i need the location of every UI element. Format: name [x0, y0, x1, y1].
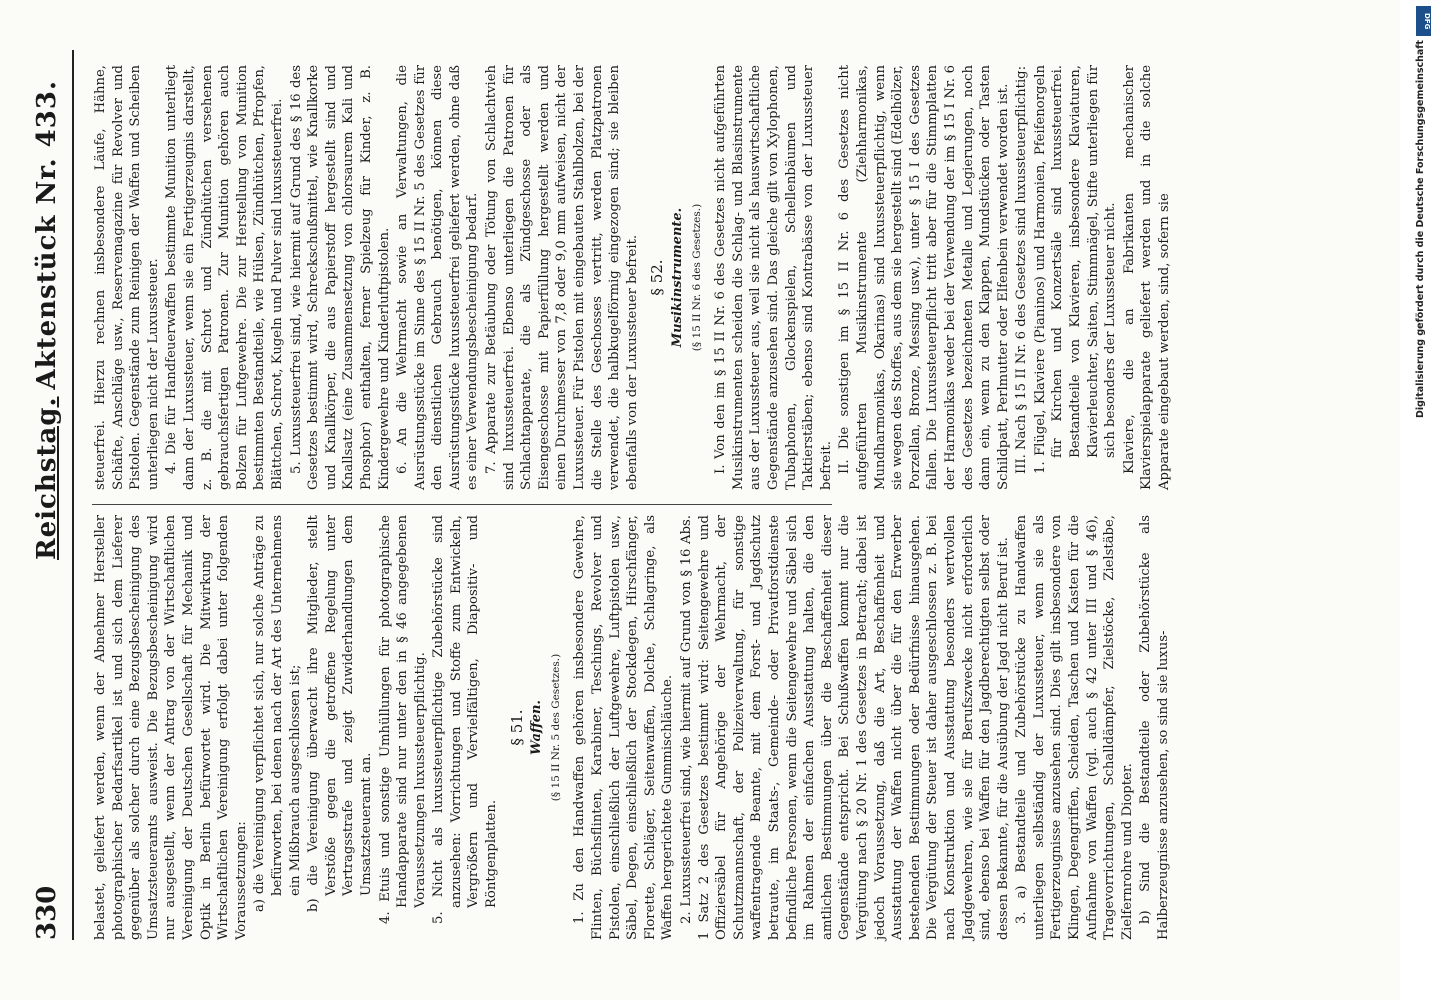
- right-column: [92, 65, 1175, 490]
- paragraph: 6. An die Wehrmacht sowie an Verwaltungen, die Ausrüstungsstücke im Sinne des § 15 II Nr. 5 des Gesetzes für den dienstlichen Gebrauch benötigen, können diese Ausrüstungsstücke luxussteuerfrei geliefert werden, ohne daß es einer Verwendungsbescheinigung bedarf.: [395, 65, 481, 490]
- paragraph: I. Von den im § 15 II Nr. 6 des Gesetzes nicht aufgeführten Musikinstrumenten scheiden die Schlag- und Blasinstrumente aus der Luxussteuer aus, weil sie nicht als hauswirtschaftliche Gegenstände anzusehen sind. Das gleiche gilt von Xylophonen, Tubaphonen, Glockenspielen, Schellenbäumen und Taktierstäben; ebenso sind Kontrabässe von der Luxussteuer befreit.: [713, 65, 834, 490]
- section-number: § 52.: [648, 259, 667, 296]
- section-reference: (§ 15 II Nr. 6 des Gesetzes.): [690, 203, 703, 352]
- digitization-credit-bar: [1414, 0, 1434, 1000]
- paragraph: 4. Etuis und sonstige Umhüllungen für photographische Handapparate sind nur unter den in § 46 angegebenen Voraussetzungen luxussteuerpflichtig.: [377, 515, 428, 924]
- dfg-logo: DFG: [1416, 6, 1431, 36]
- paragraph: 5. Luxussteuerfrei sind, wie hiermit auf Grund des § 16 des Gesetzes bestimmt wird, Schreckschußmittel, wie Knallkorke und Knallkörper, die aus Papierstoff hergestellt sind und Knallsatz (eine Zusammensetzung von chlorsaurem Kali und Phosphor) enthalten, ferner Spielzeug für Kinder, z. B. Kindergewehre und Kinderluftpistolen.: [288, 65, 392, 490]
- section-number: § 51.: [507, 709, 526, 746]
- section-heading: Musikinstrumente.: [670, 207, 685, 348]
- paragraph: Klaviere, die an Fabrikanten mechanischer Klavierspielapparate geliefert werden und in die solche Apparate eingebaut werden, sind, sofern sie: [1121, 65, 1173, 490]
- paragraph: b) Sind die Bestandteile oder Zubehörstücke als Halberzeugnisse anzusehen, so sind sie luxus-: [1138, 515, 1172, 940]
- section-reference: (§ 15 II Nr. 5 des Gesetzes.): [549, 653, 562, 802]
- paragraph: belastet, geliefert werden, wenn der Abnehmer Hersteller photographischer Bedarfsartikel ist und sich dem Lieferer gegenüber als solcher durch eine Bezugsbescheinigung des Umsatzsteueramts ausweist. Die Bezugsbescheinigung wird nur ausgestellt, wenn der Antrag von der Wirtschaftlichen Vereinigung der Deutschen Gesellschaft für Mechanik und Optik in Berlin befürwortet wird. Die Mitwirkung der Wirtschaftlichen Vereinigung erfolgt dabei unter folgenden Voraussetzungen:: [93, 515, 249, 940]
- document-reference: Aktenstück Nr. 433.: [32, 80, 62, 390]
- digitization-credit: Digitalisierung gefördert durch die Deutsche Forschungsgemeinschaft: [1415, 40, 1426, 418]
- list-item: 1. Flügel, Klaviere (Pianinos) und Harmonien, Pfeifenorgeln für Kirchen und Konzertsäle sind luxussteuerfrei. Bestandteile von Klavieren, insbesondere Klaviaturen, Klavierleuchter, Saiten, Stimmnägel, Stifte unterliegen für sich besonders der Luxussteuer nicht.: [1032, 65, 1119, 474]
- column-divider: [92, 504, 832, 505]
- paragraph: steuerfrei. Hierzu rechnen insbesondere Läufe, Hähne, Schäfte, Anschläge usw., Reservemagazine für Revolver und Pistolen. Gegenstände zum Reinigen der Waffen und Scheiben unterliegen nicht der Luxussteuer.: [93, 65, 161, 490]
- paragraph: 3. a) Bestandteile und Zubehörstücke zu Handwaffen unterliegen selbständig der Luxussteuer, wenn sie als Fertigerzeugnisse anzusehen sind. Dies gilt insbesondere von Klingen, Degengriffen, Scheiden, Taschen und Kasten für die Aufnahme von Waffen (vgl. auch § 42 unter III und § 46), Tragevorrichtungen, Schalldämpfer, Zielstöcke, Zielstäbe, Zielfernrohre und Diopter.: [1014, 515, 1135, 940]
- paragraph: III. Nach § 15 II Nr. 6 des Gesetzes sind luxussteuerpflichtig:: [1014, 65, 1030, 474]
- paragraph: 7. Apparate zur Betäubung oder Tötung von Schlachtvieh sind luxussteuerfrei. Ebenso unterliegen die Patronen für Schlachtapparate, die als Zündgeschosse oder als Eisengeschosse mit Papierfüllung hergestellt werden und einen Durchmesser von 7,8 oder 9,0 mm aufweisen, nicht der Luxussteuer. Für Pistolen mit eingebauten Stahlbolzen, bei der die Stelle des Geschosses vertritt, werden Platzpatronen verwendet, die halbkugelförmig eingezogen sind; sie bleiben ebenfalls von der Luxussteuer befreit.: [484, 65, 640, 490]
- left-column: [92, 515, 1174, 940]
- paragraph: 2. Luxussteuerfrei sind, wie hiermit auf Grund von § 16 Abs. 1 Satz 2 des Gesetzes bestimmt wird: Seitengewehre und Offiziersäbel für Angehörige der Wehrmacht, der Schutzmannschaft, der Polizeiverwaltung, für sonstige waffentragende Beamte, mit dem Forst- und Jagdschutz betraute, im Staats-, Gemeinde- oder Privatforstdienste befindliche Personen, wenn die Seitengewehre und Säbel sich im Rahmen der einfachen Ausstattung halten, die den amtlichen Bestimmungen über die Beschaffenheit dieser Gegenstände entspricht. Bei Schußwaffen kommt nur die Vergütung nach § 20 Nr. 1 des Gesetzes in Betracht; dabei ist jedoch Voraussetzung, daß die Art, Beschaffenheit und Ausstattung der Waffen nicht über die für den Erwerber bestehenden Bestimmungen oder Bedürfnisse hinausgehen. Die Vergütung der Steuer ist daher ausgeschlossen z. B. bei nach Konstruktion und Ausstattung besonders wertvollen Jagdgewehren, wie sie für Berufszwecke nicht erforderlich sind, ebenso bei Waffen für den Jagdberechtigten selbst oder dessen Bekannte, für die Ausübung der Jagd nicht Beruf ist.: [679, 515, 1011, 940]
- page-header: [28, 50, 74, 940]
- paragraph: 5. Nicht als luxussteuerpflichtige Zubehörstücke sind anzusehen: Vorrichtungen und Stoffe zum Entwickeln, Vergrößern und Vervielfältigen, Diapositiv- und Röntgenplatten.: [431, 515, 500, 924]
- paragraph: 1. Zu den Handwaffen gehören insbesondere Gewehre, Flinten, Büchsflinten, Karabiner, Teschings, Revolver und Pistolen, einschließlich der Luftgewehre, Luftpistolen usw., Säbel, Degen, einschließlich der Stockdegen, Hirschfänger, Florette, Schläger, Seitenwaffen, Dolche, Schlagringe, als Waffen hergerichtete Gummischläuche.: [572, 515, 676, 940]
- page-title: Reichstag.: [32, 396, 62, 560]
- paragraph: 4. Die für Handfeuerwaffen bestimmte Munition unterliegt dann der Luxussteuer, wenn sie ein Fertigerzeugnis darstellt, z. B. die mit Schrot und Zündhütchen versehenen gebrauchsfertigen Patronen. Zur Munition gehören auch Bolzen für Luftgewehre. Die zur Herstellung von Munition bestimmten Bestandteile, wie Hülsen, Zündhütchen, Pfropfen, Blättchen, Schrot, Kugeln und Pulver sind luxussteuerfrei.: [164, 65, 285, 490]
- page-number: 330: [32, 885, 62, 940]
- list-item: b) die Vereinigung überwacht ihre Mitglieder, stellt Verstöße gegen die getroffene Regelung unter Vertragsstrafe und zeigt Zuwiderhandlungen dem Umsatzsteueramt an.: [306, 515, 374, 912]
- paragraph: II. Die sonstigen im § 15 II Nr. 6 des Gesetzes nicht aufgeführten Musikinstrumente (Ziehharmonikas, Mundharmonikas, Okarinas) sind luxussteuerpflichtig, wenn sie wegen des Stoffes, aus dem sie hergestellt sind (Edelhölzer, Porzellan, Bronze, Messing usw.), unter § 15 I des Gesetzes fallen. Die Luxussteuerpflicht tritt aber für die Stimmplatten der Harmonikas weder bei der Verwendung der im § 15 I Nr. 6 des Gesetzes bezeichneten Metalle und Legierungen, noch dann ein, wenn zu den Klappen, Mundstücken oder Tasten Schildpatt, Perlmutter oder Elfenbein verwendet worden ist.: [837, 65, 1011, 490]
- list-item: a) die Vereinigung verpflichtet sich, nur solche Anträge zu befürworten, bei denen nach der Art des Unternehmens ein Mißbrauch ausgeschlossen ist;: [252, 515, 303, 912]
- section-heading: Waffen.: [529, 700, 545, 755]
